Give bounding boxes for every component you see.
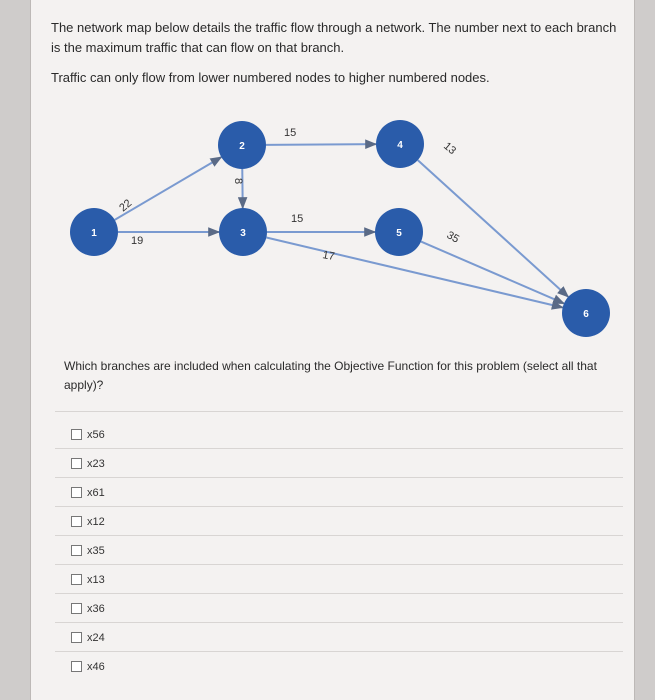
checkbox[interactable] bbox=[71, 516, 82, 527]
capacity-label-2-4: 15 bbox=[284, 127, 297, 139]
branch-4-6 bbox=[418, 160, 568, 297]
question-text: Which branches are included when calculating the Objective Function for this problem (select all that apply)? bbox=[64, 359, 597, 392]
option-x35[interactable] bbox=[71, 536, 619, 565]
capacity-label-2-3: 8 bbox=[232, 178, 244, 185]
node-5 bbox=[375, 208, 423, 256]
node-label: 5 bbox=[396, 228, 402, 239]
option-label: x13 bbox=[87, 573, 105, 586]
node-2 bbox=[218, 121, 266, 169]
question-page bbox=[30, 0, 635, 700]
checkbox[interactable] bbox=[71, 545, 82, 556]
option-x61[interactable] bbox=[71, 478, 619, 507]
option-x12[interactable] bbox=[71, 507, 619, 536]
capacity-label-1-3: 19 bbox=[131, 235, 144, 247]
option-divider bbox=[55, 477, 623, 478]
option-divider bbox=[55, 651, 623, 652]
option-x24[interactable] bbox=[71, 623, 619, 652]
capacity-label-1-2: 22 bbox=[117, 197, 135, 215]
node-1 bbox=[70, 208, 118, 256]
checkbox[interactable] bbox=[71, 661, 82, 672]
option-label: x56 bbox=[87, 428, 105, 441]
checkbox[interactable] bbox=[71, 429, 82, 440]
option-divider bbox=[55, 593, 623, 594]
node-3 bbox=[219, 208, 267, 256]
node-label: 3 bbox=[240, 228, 246, 239]
option-divider bbox=[55, 448, 623, 449]
node-6 bbox=[562, 289, 610, 337]
node-label: 6 bbox=[583, 309, 589, 320]
checkbox[interactable] bbox=[71, 574, 82, 585]
checkbox[interactable] bbox=[71, 603, 82, 614]
option-label: x23 bbox=[87, 457, 105, 470]
checkbox[interactable] bbox=[71, 632, 82, 643]
option-label: x61 bbox=[87, 486, 105, 499]
option-label: x46 bbox=[87, 660, 105, 673]
divider bbox=[55, 411, 623, 412]
answer-options bbox=[71, 420, 619, 681]
intro-paragraph-2: Traffic can only flow from lower numbered nodes to higher numbered nodes. bbox=[51, 70, 490, 85]
option-label: x35 bbox=[87, 544, 105, 557]
option-x13[interactable] bbox=[71, 565, 619, 594]
option-x23[interactable] bbox=[71, 449, 619, 478]
option-divider bbox=[55, 622, 623, 623]
capacity-label-3-5: 15 bbox=[291, 213, 304, 225]
capacity-label-4-6: 13 bbox=[441, 140, 459, 158]
option-divider bbox=[55, 535, 623, 536]
node-label: 1 bbox=[91, 228, 97, 239]
option-label: x24 bbox=[87, 631, 105, 644]
intro-paragraph-1: The network map below details the traffic flow through a network. The number next to each branch is the maximum traffic that can flow on that branch. bbox=[51, 20, 617, 55]
checkbox[interactable] bbox=[71, 487, 82, 498]
node-4 bbox=[376, 120, 424, 168]
option-label: x36 bbox=[87, 602, 105, 615]
option-x46[interactable] bbox=[71, 652, 619, 681]
branch-2-4 bbox=[266, 144, 376, 145]
option-x36[interactable] bbox=[71, 594, 619, 623]
option-divider bbox=[55, 564, 623, 565]
option-divider bbox=[55, 506, 623, 507]
option-x56[interactable] bbox=[71, 420, 619, 449]
checkbox[interactable] bbox=[71, 458, 82, 469]
branch-1-2 bbox=[115, 157, 222, 220]
option-label: x12 bbox=[87, 515, 105, 528]
capacity-label-5-6: 35 bbox=[444, 229, 462, 246]
capacity-label-3-6: 17 bbox=[321, 249, 336, 264]
node-label: 4 bbox=[397, 140, 403, 151]
node-label: 2 bbox=[239, 141, 245, 152]
network-diagram bbox=[31, 0, 634, 350]
